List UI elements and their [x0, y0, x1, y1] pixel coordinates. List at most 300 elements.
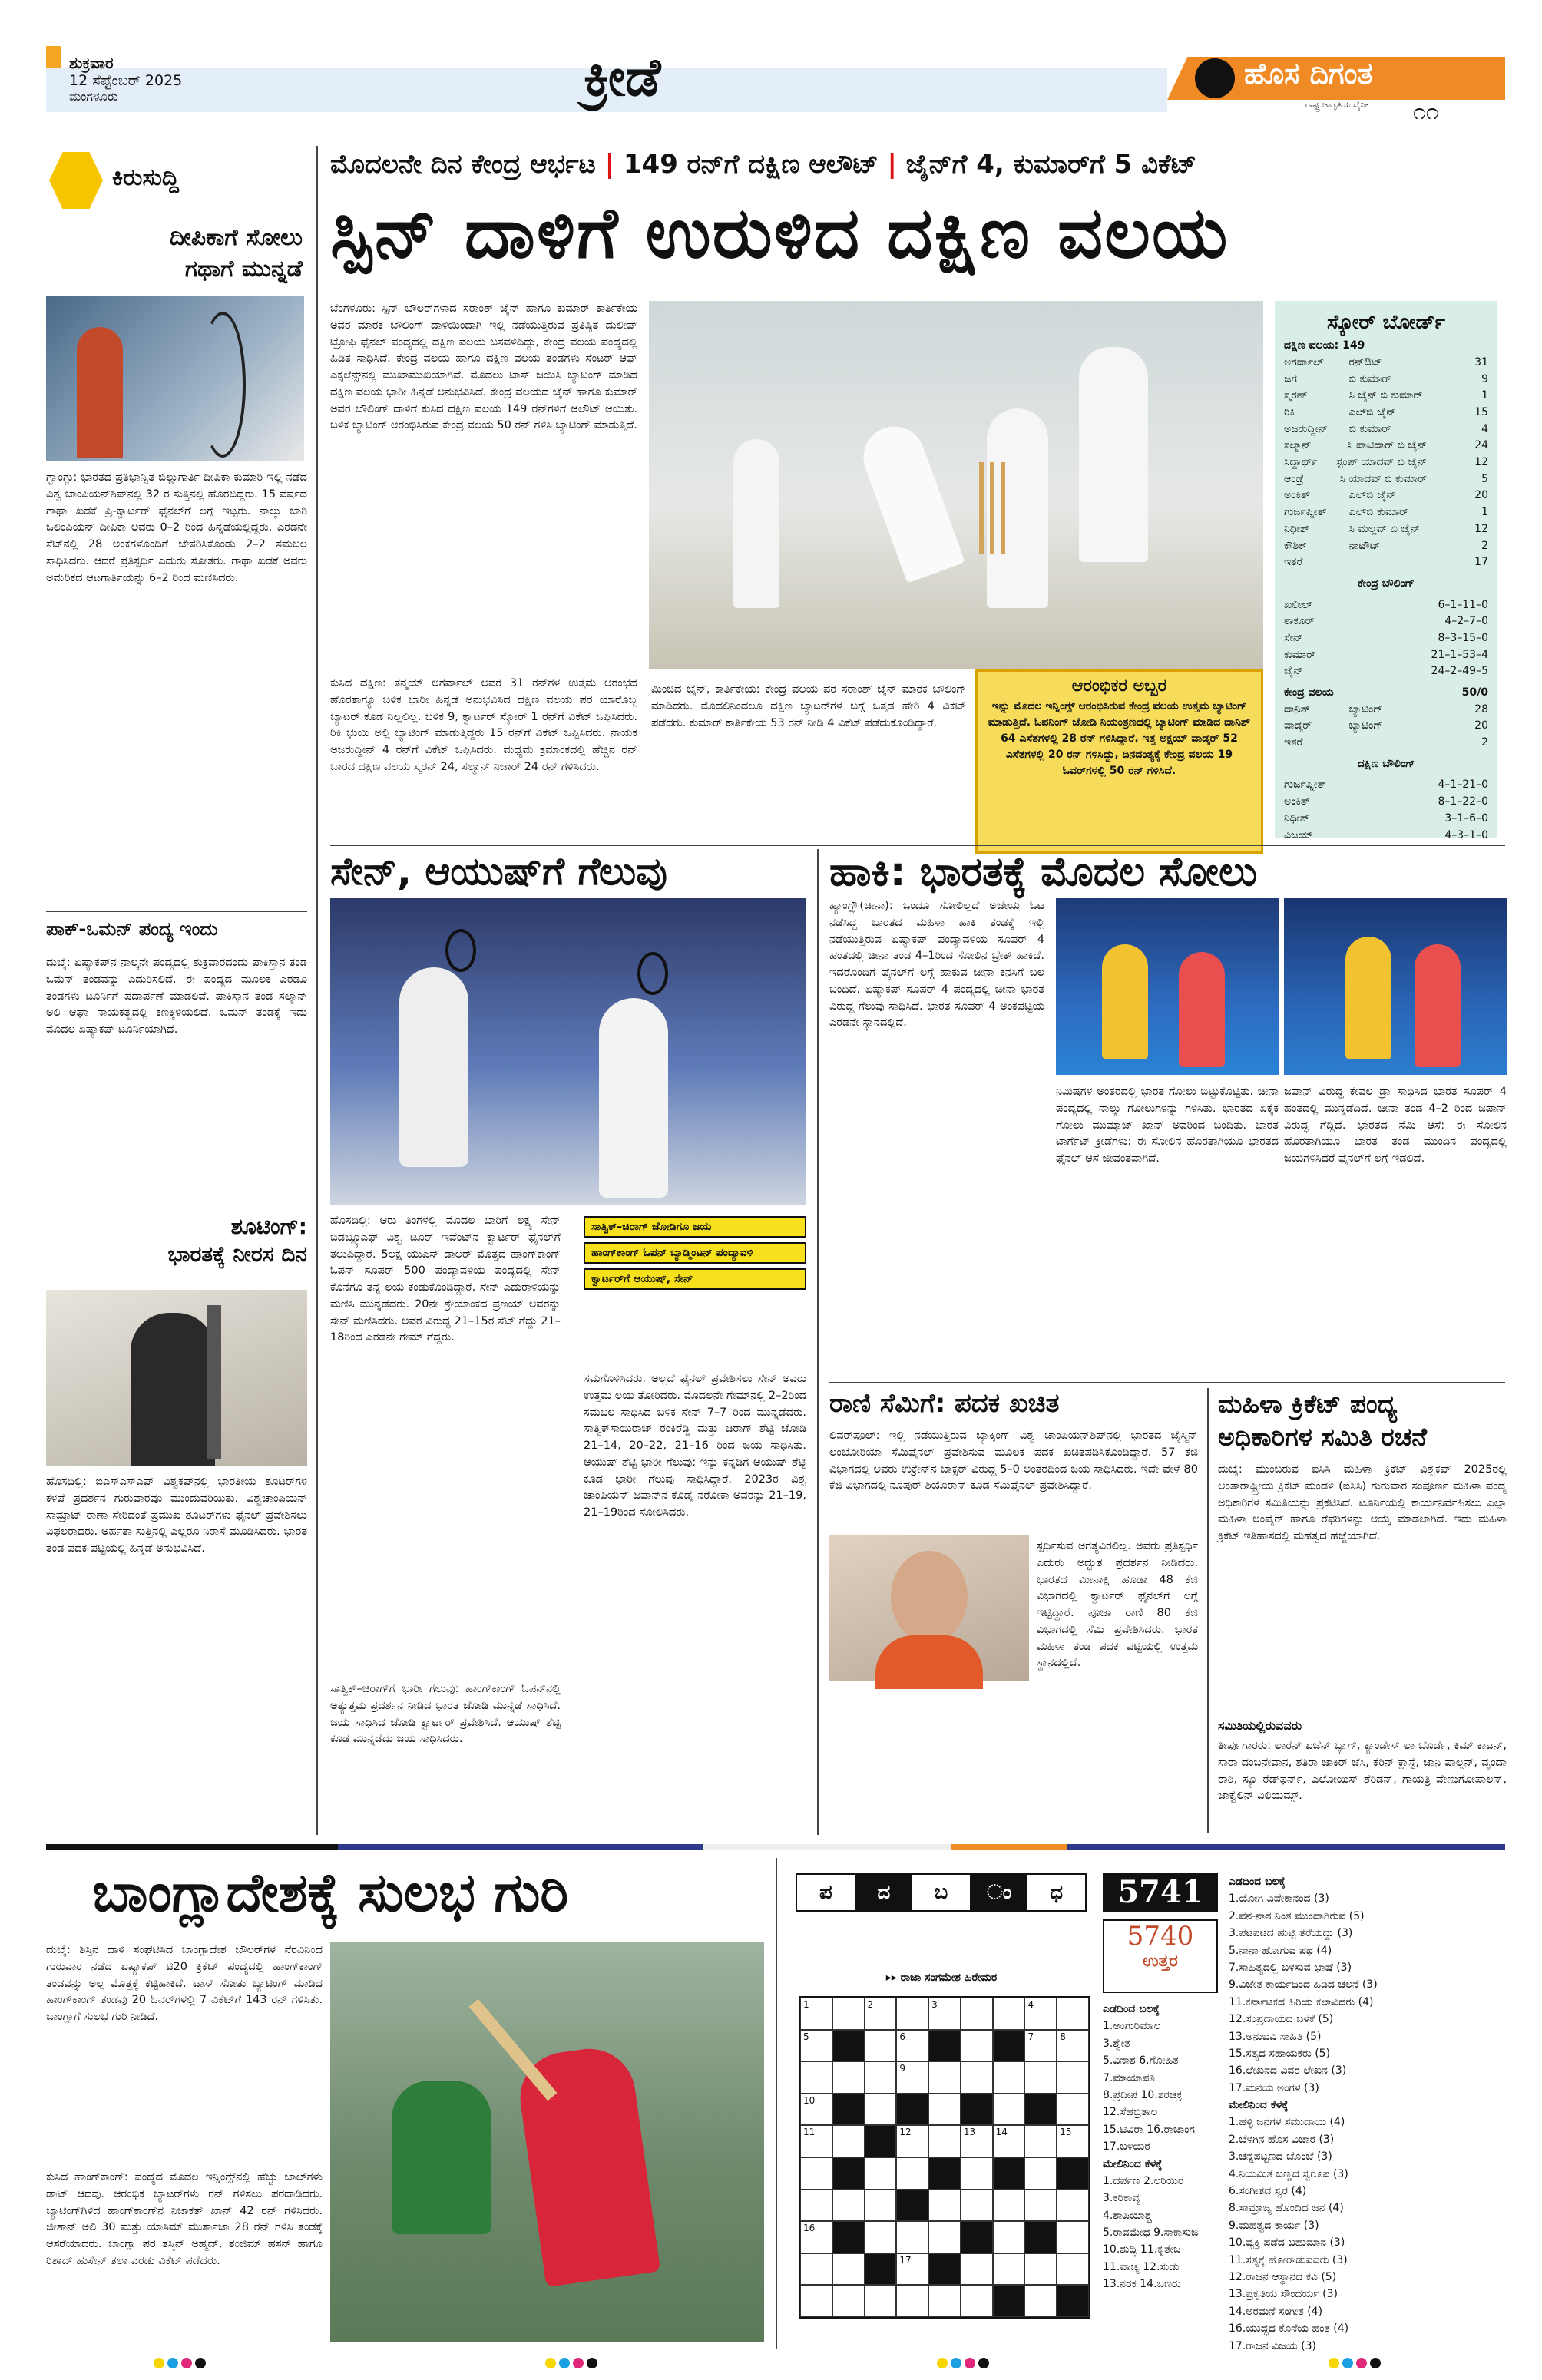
- score-cell: ಕೌಶಿಕ್: [1284, 539, 1308, 552]
- crossword-cell[interactable]: [832, 1998, 865, 2030]
- crossword-cell[interactable]: [865, 2190, 897, 2222]
- score-row: [1284, 630, 1488, 647]
- clue-item: 14.ಅರಮನೆ ಸಂಗೀತ (4): [1229, 2305, 1323, 2318]
- score-cell: 21–1–53–4: [1431, 648, 1488, 661]
- score-cell: ದಾನಿಶ್: [1284, 702, 1310, 716]
- crossword-cell[interactable]: [865, 2221, 897, 2253]
- clue-item: 15.ಸತ್ಯದ ಸಹಾಯಕರು (5): [1229, 2047, 1331, 2060]
- score-row: [1284, 811, 1488, 828]
- answer-item: 3.ಕರಿಕಾವ್ಯ: [1103, 2192, 1141, 2205]
- boxing-headline: ರಾಣಿ ಸೆಮಿಗೆ: ಪದಕ ಖಚಿತ: [829, 1388, 1060, 1419]
- bangladesh-body-2: ಕುಸಿದ ಹಾಂಗ್‌ಕಾಂಗ್: ಪಂದ್ಯದ ಮೊದಲ ಇನ್ನಿಂಗ್ಸ್‌ನಲ್ಲಿ ಹೆಚ್ಚು ಬಾಲ್‌ಗಳು ಡಾಟ್ ಆದವು. ಆರಂಭಿಕ ಬ್ಯಾಟರ್‌ಗಳು ರನ್ ಗಳಿಸಲು ಪರದಾಡಿದರು. ಬ್ಯಾಟಿಂಗ್‌ಗಿಳಿದ ಹಾಂಗ್‌ಕಾಂಗ್‌ನ ನಿಜಾಕತ್ ಖಾನ್ 42 ರನ್ ಗಳಿಸಿದರು. ಜೀಶಾನ್ ಅಲಿ 30 ಮತ್ತು ಯಾಸಿಮ್ ಮುರ್ತಾಜಾ 28 ರನ್ ಗಳಿಸಿ ತಂಡಕ್ಕೆ ಆಸರೆಯಾದರು. ಬಾಂಗ್ಲಾ ಪರ ತಸ್ಕಿನ್ ಅಹ್ಮದ್, ತಂಜಿಮ್ ಹಸನ್ ಹಾಗೂ ರಿಶಾದ್ ಹುಸೇನ್ ತಲಾ ಎರಡು ವಿಕೆಟ್ ಪಡೆದರು.: [46, 2171, 323, 2267]
- clues-down-title: ಮೇಲಿನಿಂದ ಕೆಳಕ್ಕೆ: [1229, 2099, 1289, 2112]
- score-cell: ನಿಧೀಶ್: [1284, 522, 1310, 535]
- kiru-h3b: ಭಾರತಕ್ಕೆ ನೀರಸ ದಿನ: [167, 1241, 307, 1268]
- clue-item: 12.ರಾಜನ ಆಸ್ಥಾನದ ಕವಿ (5): [1229, 2270, 1337, 2283]
- score-row: [1284, 538, 1488, 555]
- crossword-cell[interactable]: [896, 2061, 928, 2094]
- womens-body-2: ತೀರ್ಪುಗಾರರು: ಲಾರೆನ್ ಏಜೆನ್ ಬ್ಯಾಗ್, ಕ್ಯಾಂಡೇಸ್ ಲಾ ಬೊರ್ಡೆ, ಕಿಮ್ ಕಾಟನ್, ಸಾರಾ ದಂಬನೇವಾನ, ಶತಿರಾ ಜಾಕಿರ್ ಜೆಸಿ, ಕೆರಿನ್ ಕ್ಲಾಸ್ಟೆ, ಜಾನಿ ಪಾಲ್ಸನ್, ವೃಂದಾ ರಾಠಿ, ಸ್ಯೂ ರೆಡ್‌ಫರ್ನ್, ಎಲೋಯಿಸ್ ಶೆರಿಡನ್, ಗಾಯತ್ರಿ ವೇಣುಗೋಪಾಲನ್, ಜಾಕ್ವೆಲಿನ್ ವಿಲಿಯಮ್ಸ್.: [1218, 1740, 1507, 1803]
- clues-down: [1229, 2114, 1505, 2354]
- crossword-cell[interactable]: [865, 2285, 897, 2317]
- clue-item: 9.ವಿಜೇತ ಕಾರ್ಯದಿಂದ ಹಿಡಿದ ಚಲನೆ (3): [1229, 1978, 1378, 1992]
- column-divider: [1207, 1388, 1209, 1833]
- badminton-body-3: ಸಮಗೊಳಿಸಿದರು. ಅಲ್ಲದೆ ಫೈನಲ್ ಪ್ರವೇಶಿಸಲು ಸೇನ್ ಅವರು ಉತ್ತಮ ಲಯ ತೋರಿದರು. ಮೊದಲನೇ ಗೇಮ್‌ನಲ್ಲಿ 2–2ರಿಂದ ಸಮಬಲ ಸಾಧಿಸಿದ ಬಳಿಕ ಸೇನ್ 7–7 ರಿಂದ ಮುನ್ನಡೆದರು. ಸಾತ್ವಿಕ್‌ಸಾಯಿರಾಜ್ ರಂಕಿರೆಡ್ಡಿ ಮತ್ತು ಚಿರಾಗ್ ಶೆಟ್ಟಿ ಜೋಡಿ 21–14, 20–22, 21–16 ರಿಂದ ಜಯ ಸಾಧಿಸಿತು. ಆಯುಷ್ ಶೆಟ್ಟಿ ಭಾರೀ ಗೆಲುವು: ಇನ್ನು ಕನ್ನಡಿಗ ಆಯುಷ್ ಶೆಟ್ಟಿ ಕೂಡ ಭಾರೀ ಗೆಲುವು ಸಾಧಿಸಿದ್ದಾರೆ. 2023ರ ವಿಶ್ವ ಚಾಂಪಿಯನ್ ಜಪಾನ್‌ನ ಕೊಡೈ ನರೋಕಾ ಅವರನ್ನು 21–19, 21–19ರಿಂದ ಸೋಲಿಸಿದರು.: [584, 1373, 806, 1519]
- bowling-card-1: [1284, 597, 1488, 680]
- crossword-cell[interactable]: [800, 2190, 832, 2222]
- clue-item: 11.ಕರ್ನಾಟಕದ ಹಿರಿಯ ಕಲಾವಿದರು (4): [1229, 1995, 1374, 2008]
- crossword-cell[interactable]: [800, 2061, 832, 2094]
- kiru-body-2: ದುಬೈ: ಏಷ್ಯಾಕಪ್‌ನ ನಾಲ್ಕನೇ ಪಂದ್ಯದಲ್ಲಿ ಶುಕ್ರವಾರದಂದು ಪಾಕಿಸ್ತಾನ ತಂಡ ಒಮನ್ ತಂಡವನ್ನು ಎದುರಿಸಲಿದೆ. ಈ ಪಂದ್ಯದ ಮೂಲಕ ಎರಡೂ ತಂಡಗಳು ಟೂರ್ನಿಗೆ ಪದಾರ್ಪಣೆ ಮಾಡಲಿವೆ. ಪಾಕಿಸ್ತಾನ ತಂಡ ಸಲ್ಮಾನ್ ಅಲಿ ಆಘಾ ನಾಯಕತ್ವದಲ್ಲಿ ಕಣಕ್ಕಿಳಿಯಲಿದೆ. ಒಮನ್ ತಂಡಕ್ಕೆ ಇದು ಮೊದಲ ಏಷ್ಯಾಕಪ್ ಟೂರ್ನಿಯಾಗಿದೆ.: [46, 957, 307, 1036]
- answer-item: 15.ಟಿವಿರಾ 16.ರಾಜಾಂಗ: [1103, 2123, 1195, 2136]
- team2-row: [1284, 685, 1488, 702]
- score-row: [1284, 405, 1488, 421]
- score-cell: ಗುರ್ಜಪ್ನೀತ್: [1284, 506, 1327, 519]
- stumps-icon: [979, 462, 1005, 554]
- crossword-cell[interactable]: [1024, 1998, 1057, 2030]
- prev-label: ಉತ್ತರ: [1143, 1952, 1178, 1971]
- crossword-cell[interactable]: [896, 2221, 928, 2253]
- boxing-body-1: ಲಿವರ್‌ಪೂಲ್: ಇಲ್ಲಿ ನಡೆಯುತ್ತಿರುವ ಬ್ಯಾಕ್ಸಿಂಗ್ ವಿಶ್ವ ಚಾಂಪಿಯನ್‌ಶಿಪ್‌ನಲ್ಲಿ ಭಾರತದ ಜೈಸ್ಮಿನ್ ಲಂಬೋರಿಯಾ ಸೆಮಿಫೈನಲ್ ಪ್ರವೇಶಿಸುವ ಮೂಲಕ ಪದಕ ಖಚಿತಪಡಿಸಿಕೊಂಡಿದ್ದಾರೆ. 57 ಕೆಜಿ ವಿಭಾಗದಲ್ಲಿ ಅವರು ಉಕ್ರೇನ್‌ನ ಬಾಕ್ಸರ್ ವಿರುದ್ಧ 5–0 ಅಂತರದಿಂದ ಜಯ ಸಾಧಿಸಿದರು. ಇದೇ ವೇಳೆ 80 ಕೆಜಿ ವಿಭಾಗದಲ್ಲಿ ನೂಪುರ್ ಶಿಯೊರಾನ್ ಕೂಡ ಸೆಮಿಫೈನಲ್ ಪ್ರವೇಶಿಸಿದ್ದಾರೆ.: [829, 1430, 1198, 1492]
- score-cell: 8–3–15–0: [1438, 631, 1488, 644]
- hockey-body-1: ಹ್ಯಾಂಗ್ಝೌ(ಚೀನಾ): ಒಂದೂ ಸೋಲಿಲ್ಲದೆ ಅಜೇಯ ಓಟ ನಡೆಸಿದ್ದ ಭಾರತದ ಮಹಿಳಾ ಹಾಕಿ ತಂಡಕ್ಕೆ ಇಲ್ಲಿ ನಡೆಯುತ್ತಿರುವ ಏಷ್ಯಾಕಪ್ ಪಂದ್ಯಾವಳಿಯ ಸೂಪರ್ 4 ಹಂತದಲ್ಲಿ ಚೀನಾ ತಂಡ 4–1ರಿಂದ ಸೋಲಿನ ಬ್ರೇಕ್ ಹಾಕಿದೆ. ಇದರೊಂದಿಗೆ ಫೈನಲ್‌ಗೆ ಲಗ್ಗೆ ಹಾಕುವ ಚೀನಾ ಕನಸಿಗೆ ಬಲ ಬಂದಿದೆ. ಏಷ್ಯಾಕಪ್ ಸೂಪರ್ 4 ಪಂದ್ಯದಲ್ಲಿ ಚೀನಾ ಭಾರತ ವಿರುದ್ಧ ಗೆಲುವು ಸಾಧಿಸಿದೆ. ಭಾರತ ಸೂಪರ್ 4 ಅಂಕಪಟ್ಟಿಯ ಎರಡನೇ ಸ್ಥಾನದಲ್ಲಿದೆ.: [829, 900, 1044, 1030]
- crossword-cell[interactable]: [928, 2094, 961, 2126]
- hockey-body-3: ಜಪಾನ್ ವಿರುದ್ಧ ಕೇವಲ ಡ್ರಾ ಸಾಧಿಸಿದ ಭಾರತ ಸೂಪರ್ 4 ಹಂತದಲ್ಲಿ ಮುನ್ನಡೆದಿದೆ. ಚೀನಾ ತಂಡ 4–2 ರಿಂದ ಜಪಾನ್ ವಿರುದ್ಧ ಗೆದ್ದಿದೆ. ಭಾರತದ ಸೆಮಿ ಆಸೆ: ಈ ಸೋಲಿನ ಹೊರತಾಗಿಯೂ ಭಾರತ ತಂಡ ಮುಂದಿನ ಪಂದ್ಯದಲ್ಲಿ ಜಯಗಳಿಸಿದರೆ ಫೈನಲ್‌ಗೆ ಲಗ್ಗೆ ಇಡಲಿದೆ.: [1284, 1086, 1507, 1165]
- answer-item: 12.ಸೆಹಬ್ರಿತಾಲ: [1103, 2106, 1158, 2119]
- boxer-photo: [829, 1535, 1029, 1681]
- cell-number: 2: [867, 1999, 874, 2010]
- hockey-player: [1179, 952, 1225, 1067]
- crossword-block: [961, 2094, 993, 2126]
- hockey-photo-1: [1056, 898, 1279, 1075]
- crossword-cell[interactable]: [993, 2221, 1025, 2253]
- crossword-cell[interactable]: [832, 2061, 865, 2094]
- openers-box-body: ಇನ್ನು ಮೊದಲ ಇನ್ನಿಂಗ್ಸ್ ಆರಂಭಿಸಿರುವ ಕೇಂದ್ರ ವಲಯ ಉತ್ತಮ ಬ್ಯಾಟಿಂಗ್ ಮಾಡುತ್ತಿದೆ. ಓಪನಿಂಗ್ ಜೋಡಿ ನಿಯಂತ್ರಣದಲ್ಲಿ ಬ್ಯಾಟಿಂಗ್ ಮಾಡಿದ ದಾನಿಶ್ 64 ಎಸೆತಗಳಲ್ಲಿ 28 ರನ್ ಗಳಿಸಿದ್ದಾರೆ. ಇತ್ತ ಅಕ್ಷಯ್ ವಾಡ್ಕರ್ 52 ಎಸೆತಗಳಲ್ಲಿ 20 ರನ್ ಗಳಿಸಿದ್ದು, ದಿನದಂತ್ಯಕ್ಕೆ ಕೇಂದ್ರ ವಲಯ 19 ಓವರ್‌ಗಳಲ್ಲಿ 50 ರನ್ ಗಳಿಸಿದೆ.: [988, 700, 1251, 777]
- clue-item: 2.ವನ-ನಾಶ ನಿಂತ ಮುಂದಾಗಿರುವ (5): [1229, 1909, 1365, 1922]
- crossword-block: [993, 2157, 1025, 2190]
- crossword-block: [865, 2125, 897, 2157]
- crossword-cell[interactable]: [800, 2253, 832, 2286]
- crossword-cell[interactable]: [993, 2190, 1025, 2222]
- lead-body-3: ಮಿಂಚಿದ ಜೈನ್, ಕಾರ್ತಿಕೇಯ: ಕೇಂದ್ರ ವಲಯ ಪರ ಸರಾಂಶ್ ಜೈನ್ ಮಾರಕ ಬೌಲಿಂಗ್ ಮಾಡಿದರು. ಮೊದಲಿನಿಂದಲೂ ದಕ್ಷಿಣ ಬ್ಯಾಟರ್‌ಗಳ ಬಗ್ಗೆ ಒತ್ತಡ ಹೇರಿ 4 ವಿಕೆಟ್ ಪಡೆದರು. ಕುಮಾರ್ ಕಾರ್ತಿಕೇಯ 53 ರನ್ ನೀಡಿ 4 ವಿಕೆಟ್ ಪಡೆದುಕೊಂಡಿದ್ದಾರೆ.: [651, 683, 966, 729]
- crossword-cell[interactable]: [961, 2253, 993, 2286]
- finger-icon: [49, 152, 103, 209]
- crossword-title: [796, 1873, 1087, 1912]
- cell-number: 10: [803, 2094, 816, 2106]
- score-cell: 4–2–7–0: [1444, 615, 1488, 628]
- scoreboard-title: ಸ್ಕೋರ್ ಬೋರ್ಡ್: [1327, 311, 1445, 334]
- crossword-cell[interactable]: [1024, 2253, 1057, 2286]
- crossword-grid[interactable]: [799, 1996, 1090, 2319]
- crossword-cell[interactable]: [1057, 2125, 1089, 2157]
- crossword-author: [796, 1972, 1087, 1984]
- crossword-cell[interactable]: [1057, 1998, 1089, 2030]
- crossword-cell[interactable]: [993, 2125, 1025, 2157]
- kicker-2: 149 ರನ್‌ಗೆ ದಕ್ಷಿಣ ಆಲೌಟ್: [623, 149, 879, 180]
- kiru-h1: ದೀಪಿಕಾಗೆ ಸೋಲು: [169, 224, 303, 251]
- score-cell: ಠಾಕೂರ್: [1284, 615, 1315, 628]
- answer-item: 13.ನರಕ 14.ಬಣರು: [1103, 2278, 1181, 2291]
- cell-number: 14: [995, 2127, 1008, 2138]
- score-cell: 12: [1474, 456, 1488, 469]
- clue-item: 3.ಪಟಪಟದ ಹುಟ್ಟಿ ತೆರೆಯದ್ದು (3): [1229, 1927, 1353, 1940]
- openers-box: [975, 669, 1263, 854]
- kiru-badge: [49, 152, 310, 209]
- crossword-cell[interactable]: [1024, 2030, 1057, 2062]
- crossword-cell[interactable]: [800, 1998, 832, 2030]
- crossword-block: [961, 2221, 993, 2253]
- answer-item: 7.ಮಾಯಾಪತಿ: [1103, 2071, 1155, 2084]
- crossword-cell[interactable]: [896, 2157, 928, 2190]
- score-cell: ಅಂಕಿತ್: [1284, 489, 1310, 502]
- score-row: [1284, 828, 1488, 845]
- score-cell: ವಾಡ್ಕರ್: [1284, 719, 1312, 732]
- clue-item: 12.ಸಂಪ್ರದಾಯದ ಬಳಕೆ (5): [1229, 2013, 1334, 2026]
- score-cell: ಸಿ ಮಲ್ಲವ್ ಬಿ ಜೈನ್: [1348, 522, 1420, 535]
- score-row: [1284, 421, 1488, 438]
- cell-number: 15: [1060, 2127, 1072, 2138]
- crossword-cell[interactable]: [961, 2125, 993, 2157]
- crossword-cell[interactable]: [800, 2094, 832, 2126]
- clues-across: [1229, 1890, 1505, 2097]
- fielder-4: [1079, 347, 1148, 562]
- score-row: [1284, 777, 1488, 794]
- player-2: [599, 998, 668, 1198]
- section-title: ಕ್ರೀಡೆ: [584, 48, 661, 108]
- score-row: [1284, 597, 1488, 614]
- answer-item: 3.ಶ್ವೇತ: [1103, 2037, 1130, 2050]
- answer-item: 1.ದರ್ಪಣ 2.ಲರಿಯಿರ: [1103, 2174, 1184, 2187]
- crossword-cell[interactable]: [993, 2094, 1025, 2126]
- crossword-cell[interactable]: [800, 2221, 832, 2253]
- crossword-block: [865, 2253, 897, 2286]
- highlight-box-3: ಕ್ವಾರ್ಟರ್‌ಗೆ ಆಯುಷ್, ಸೇನ್: [584, 1268, 806, 1290]
- score-cell: ಅಜರುದ್ದೀನ್: [1284, 422, 1329, 435]
- lead-body-1: ಬೆಂಗಳೂರು: ಸ್ಪಿನ್ ಬೌಲರ್‌ಗಳಾದ ಸರಾಂಶ್ ಜೈನ್ ಹಾಗೂ ಕುಮಾರ್ ಕಾರ್ತಿಕೇಯ ಅವರ ಮಾರಕ ಬೌಲಿಂಗ್ ದಾಳಿಯಿಂದಾಗಿ ಇಲ್ಲಿ ನಡೆಯುತ್ತಿರುವ ಪ್ರತಿಷ್ಠಿತ ದುಲೀಪ್ ಟ್ರೋಫಿ ಫೈನಲ್ ಪಂದ್ಯದಲ್ಲಿ ದಕ್ಷಿಣ ವಲಯ ಬಸವಳಿದಿದ್ದು, ಕೇಂದ್ರ ವಲಯ ಪಂದ್ಯದಲ್ಲಿ ಹಿಡಿತ ಸಾಧಿಸಿದೆ. ಕೇಂದ್ರ ವಲಯ ಹಾಗೂ ದಕ್ಷಿಣ ವಲಯ ತಂಡಗಳು ಸೆಂಟರ್ ಆಫ್ ಎಕ್ಸಲೆನ್ಸ್‌ನಲ್ಲಿ ಮುಖಾಮುಖಿಯಾಗಿವೆ. ಮೊದಲು ಟಾಸ್ ಜಯಿಸಿ ಬ್ಯಾಟಿಂಗ್ ಮಾಡಿದ ದಕ್ಷಿಣ ವಲಯ ಭಾರೀ ಹಿನ್ನಡೆ ಅನುಭವಿಸಿದೆ. ಕೇಂದ್ರ ವಲಯದ ಜೈನ್ ಹಾಗೂ ಕುಮಾರ್ ಅವರ ಬೌಲಿಂಗ್ ದಾಳಿಗೆ ಕುಸಿದ ದಕ್ಷಿಣ ವಲಯ 149 ರನ್‌ಗಳಿಗೆ ಆಲೌಟ್ ಆಯಿತು. ಬಳಿಕ ಬ್ಯಾಟಿಂಗ್ ಆರಂಭಿಸಿರುವ ಕೇಂದ್ರ ವಲಯ 50 ರನ್ ಗಳಿಸಿ ಬ್ಯಾಟಿಂಗ್ ಮಾಡುತ್ತಿದೆ.: [330, 302, 637, 432]
- crossword-block: [993, 2285, 1025, 2317]
- crossword-cell[interactable]: [1057, 2190, 1089, 2222]
- score-cell: ಎಲ್‌ಬಿ ಜೈನ್: [1348, 406, 1396, 419]
- header-city: ಮಂಗಳೂರು: [69, 89, 118, 104]
- score-row: [1284, 455, 1488, 471]
- crossword-cell[interactable]: [993, 1998, 1025, 2030]
- answers-down: [1103, 2173, 1226, 2293]
- shooter-photo: [46, 1290, 307, 1466]
- score-row: [1284, 702, 1488, 719]
- header-day: ಶುಕ್ರವಾರ: [69, 54, 114, 72]
- clue-item: 17.ಮನೆಯ ಅಂಗಳ (3): [1229, 2081, 1319, 2094]
- score-cell: ಸಿ ಜೈನ್ ಬಿ ಕುಮಾರ್: [1348, 389, 1423, 402]
- clue-item: 9.ಮಹತ್ವದ ಕಾರ್ಯ (3): [1229, 2219, 1319, 2232]
- bow-icon: [200, 312, 246, 458]
- score-row: [1284, 794, 1488, 811]
- crossword-author-name: ರಾಜಾ ಸಂಗಮೇಶ ಹಿರೇಮಠ: [900, 1972, 998, 1984]
- score-cell: 4: [1481, 422, 1488, 435]
- crossword-cell[interactable]: [832, 2125, 865, 2157]
- kiru-headline-3: [46, 1213, 307, 1269]
- score-cell: 5: [1481, 472, 1488, 485]
- batting-card-2: [1284, 702, 1488, 752]
- clue-item: 11.ಸತ್ಯಕ್ಕೆ ಹೋರಾಡುವವರು (3): [1229, 2253, 1348, 2266]
- score-cell: ಸಿ ಯಾದವ್ ಬಿ ಕುಮಾರ್: [1339, 472, 1427, 485]
- score-cell: 8–1–22–0: [1438, 795, 1488, 808]
- score-cell: ಬಿ ಕುಮಾರ್: [1348, 422, 1391, 435]
- score-cell: 4–1–21–0: [1438, 778, 1488, 792]
- crossword-block: [1057, 2285, 1089, 2317]
- archery-photo: [46, 296, 304, 461]
- badminton-photo: [330, 898, 806, 1205]
- crossword-number: 5741: [1103, 1873, 1218, 1912]
- crossword-cell[interactable]: [961, 2030, 993, 2062]
- fielder-1: [733, 439, 779, 608]
- crossword-cell[interactable]: [865, 2061, 897, 2094]
- score-row: [1284, 355, 1488, 372]
- womens-body-1: ದುಬೈ: ಮುಂಬರುವ ಐಸಿಸಿ ಮಹಿಳಾ ಕ್ರಿಕೆಟ್ ವಿಶ್ವಕಪ್ 2025ರಲ್ಲಿ ಅಂತಾರಾಷ್ಟ್ರೀಯ ಕ್ರಿಕೆಟ್ ಮಂಡಳಿ (ಐಸಿಸಿ) ಗುರುವಾರ ಸಂಪೂರ್ಣ ಮಹಿಳಾ ಪಂದ್ಯ ಅಧಿಕಾರಿಗಳ ಸಮಿತಿಯನ್ನು ಪ್ರಕಟಿಸಿದೆ. ಟೂರ್ನಿಯಲ್ಲಿ ಕಾರ್ಯನಿರ್ವಹಿಸಲು ಎಲ್ಲಾ ಮಹಿಳಾ ಅಂಪೈರ್ ಹಾಗೂ ರೆಫರಿಗಳನ್ನು ಆಯ್ಕೆ ಮಾಡಲಾಗಿದೆ. ಇದು ಮಹಿಳಾ ಕ್ರಿಕೆಟ್ ಇತಿಹಾಸದಲ್ಲಿ ಮಹತ್ವದ ಹೆಜ್ಜೆಯಾಗಿದೆ.: [1218, 1463, 1507, 1542]
- badminton-headline: ಸೇನ್, ಆಯುಷ್‌ಗೆ ಗೆಲುವು: [330, 849, 667, 894]
- crossword-cell[interactable]: [800, 2285, 832, 2317]
- score-cell: 3–1–6–0: [1444, 812, 1488, 825]
- crossword-cell[interactable]: [865, 1998, 897, 2030]
- cell-number: 1: [803, 1999, 809, 2010]
- score-cell: ಅಗರ್ವಾಲ್: [1284, 355, 1324, 369]
- clue-item: 16.ಲೇಖನದ ವಿವರ ಲೇಖನ (3): [1229, 2064, 1347, 2078]
- crossword-cell[interactable]: [993, 2253, 1025, 2286]
- dateline: [69, 54, 182, 104]
- kiru-headline-2: ಪಾಕ್-ಒಮನ್ ಪಂದ್ಯ ಇಂದು: [46, 918, 218, 940]
- cell-number: 5: [803, 2031, 809, 2042]
- score-cell: ಬ್ಯಾಟಿಂಗ್: [1348, 719, 1383, 732]
- crossword-cell[interactable]: [865, 2030, 897, 2062]
- shooter-figure: [131, 1313, 215, 1466]
- cell-number: 12: [899, 2127, 912, 2138]
- highlight-box-1: ಸಾತ್ವಿಕ್–ಚಿರಾಗ್ ಜೋಡಿಗೂ ಜಯ: [584, 1216, 806, 1238]
- column-divider: [776, 1858, 777, 2349]
- crossword-block: [1024, 2221, 1057, 2253]
- crossword-block: [832, 2157, 865, 2190]
- prev-number: 5740: [1127, 1921, 1194, 1952]
- score-cell: [1349, 554, 1427, 571]
- crossword-block: [1057, 2157, 1089, 2190]
- boxing-body-2: ಸ್ಪರ್ಧಿಸುವ ಅಗತ್ಯವಿರಲಿಲ್ಲ. ಅವರು ಪ್ರತಿಸ್ಪರ್ಧಿ ಎದುರು ಅದ್ಭುತ ಪ್ರದರ್ಶನ ನೀಡಿದರು. ಭಾರತದ ಮೀನಾಕ್ಷಿ ಹೂಡಾ 48 ಕೆಜಿ ವಿಭಾಗದಲ್ಲಿ ಕ್ವಾರ್ಟರ್ ಫೈನಲ್‌ಗೆ ಲಗ್ಗೆ ಇಟ್ಟಿದ್ದಾರೆ. ಪೂಜಾ ರಾಣಿ 80 ಕೆಜಿ ವಿಭಾಗದಲ್ಲಿ ಸೆಮಿ ಪ್ರವೇಶಿಸಿದರು. ಭಾರತ ಮಹಿಳಾ ತಂಡ ಪದಕ ಪಟ್ಟಿಯಲ್ಲಿ ಉತ್ತಮ ಸ್ಥಾನದಲ್ಲಿದೆ.: [1037, 1540, 1198, 1670]
- clue-item: 7.ಸಾಹಿತ್ಯದಲ್ಲಿ ಬಳಸುವ ಭಾಷೆ (3): [1229, 1961, 1352, 1974]
- crossword-cell[interactable]: [896, 2253, 928, 2286]
- crossword-block: [928, 2030, 961, 2062]
- column-divider: [817, 849, 819, 1835]
- cell-number: 16: [803, 2223, 816, 2234]
- score-cell: ಕುಮಾರ್: [1284, 648, 1315, 661]
- crossword-cell[interactable]: [832, 2190, 865, 2222]
- crossword-cell[interactable]: [1057, 2061, 1089, 2094]
- crossword-block: [832, 2030, 865, 2062]
- masthead: [1167, 46, 1505, 123]
- crossword-title-letter: ಪ: [797, 1875, 855, 1910]
- kicker-3: ಜೈನ್‌ಗೆ 4, ಕುಮಾರ್‌ಗೆ 5 ವಿಕೆಟ್: [905, 149, 1197, 180]
- score-cell: ಸ್ಮರಣ್: [1284, 389, 1308, 402]
- cell-number: 9: [899, 2063, 905, 2074]
- crossword-cell[interactable]: [961, 2157, 993, 2190]
- score-cell: 1: [1481, 506, 1488, 519]
- crossword-cell[interactable]: [896, 2125, 928, 2157]
- crossword-cell[interactable]: [1057, 2094, 1089, 2126]
- womens-headline-1: ಮಹಿಳಾ ಕ್ರಿಕೆಟ್ ಪಂದ್ಯ: [1218, 1389, 1398, 1419]
- crossword-cell[interactable]: [896, 1998, 928, 2030]
- answer-item: 11.ವಾಚ್ಯ 12.ಸುಡು: [1103, 2260, 1180, 2273]
- score-cell: 2: [1481, 539, 1488, 552]
- womens-headline: [1218, 1388, 1507, 1454]
- crossword-block: [928, 2253, 961, 2286]
- clues-across-title: ಎಡದಿಂದ ಬಲಕ್ಕೆ: [1229, 1876, 1286, 1888]
- clue-item: 13.ಅನುಭವಿ ಸಾಹಿತಿ (5): [1229, 2030, 1322, 2043]
- crossword-cell[interactable]: [800, 2157, 832, 2190]
- kiru-label: ಕಿರುಸುದ್ದಿ: [112, 164, 180, 191]
- crossword-cell[interactable]: [1057, 2221, 1089, 2253]
- score-cell: ಎಲ್‌ಬಿ ಕುಮಾರ್: [1348, 506, 1408, 519]
- crossword-cell[interactable]: [1024, 2285, 1057, 2317]
- crossword-cell[interactable]: [993, 2061, 1025, 2094]
- cricket-celebration-photo: [649, 301, 1263, 669]
- crossword-title-letter: ದ: [855, 1875, 913, 1910]
- score-row: [1284, 521, 1488, 538]
- score-row: [1284, 488, 1488, 504]
- clue-item: 8.ಸಾಮ್ರಾಜ್ಯ ಹೊಂದಿದ ಜನ (4): [1229, 2202, 1344, 2215]
- crossword-cell[interactable]: [1024, 2061, 1057, 2094]
- logo-icon: [1195, 58, 1235, 98]
- crossword-cell[interactable]: [928, 2190, 961, 2222]
- score-cell: ಇತರೆ: [1284, 556, 1303, 569]
- kiru-h1b: ಗಥಾಗೆ ಮುನ್ನಡೆ: [184, 255, 303, 283]
- boxer-body: [875, 1635, 983, 1689]
- crossword-cell[interactable]: [928, 2061, 961, 2094]
- clue-item: 13.ಪ್ರಕೃತಿಯ ಸೌಂದರ್ಯ (3): [1229, 2288, 1338, 2301]
- score-cell: 1: [1481, 389, 1488, 402]
- score-cell: 4–3–1–0: [1444, 828, 1488, 841]
- hockey-player: [1345, 937, 1391, 1059]
- score-cell: ಬಿ ಕುಮಾರ್: [1348, 372, 1391, 385]
- cell-number: 8: [1060, 2031, 1066, 2042]
- crossword-cell[interactable]: [1024, 2190, 1057, 2222]
- score-cell: ರಿಕಿ: [1284, 406, 1295, 419]
- bangladesh-headline: ಬಾಂಗ್ಲಾದೇಶಕ್ಕೆ ಸುಲಭ ಗುರಿ: [92, 1861, 569, 1924]
- lead-body-2: ಕುಸಿದ ದಕ್ಷಿಣ: ತನ್ಮಯ್ ಅಗರ್ವಾಲ್ ಅವರ 31 ರನ್‌ಗಳ ಉತ್ತಮ ಆರಂಭದ ಹೊರತಾಗ್ಯೂ ಬಳಿಕ ಭಾರೀ ಹಿನ್ನಡೆ ಅನುಭವಿಸಿದ ದಕ್ಷಿಣ ವಲಯ ಪರ ಯಾರೊಬ್ಬ ಬ್ಯಾಟರ್ ಕೂಡ ನಿಲ್ಲಲಿಲ್ಲ. ಬಳಿಕ 9, ಕ್ವಾರ್ಟರ್ ಸ್ಕೋರ್ 1 ರನ್‌ಗೆ ವಿಕೆಟ್ ಒಪ್ಪಿಸಿದರು. ರಿಕಿ ಭುಯಿ ಅಲ್ಲಿ ಬ್ಯಾಟಿಂಗ್ ಮಾಡುತ್ತಿದ್ದರು 15 ರನ್‌ಗೆ ವಿಕೆಟ್ ಒಪ್ಪಿಸಿದರು. ನಾಯಕ ಅಜರುದ್ದೀನ್ 4 ರನ್‌ಗೆ ವಿಕೆಟ್ ಒಪ್ಪಿಸಿದರು. ಮಧ್ಯಮ ಕ್ರಮಾಂಕದಲ್ಲಿ ಹೆಚ್ಚಿನ ರನ್ ಬಾರದ ದಕ್ಷಿಣ ವಲಯ ಸ್ಮರನ್ 24, ಸಲ್ಮಾನ್ ನಿಜಾರ್ 24 ರನ್ ಗಳಿಸಿದರು.: [330, 677, 637, 773]
- crossword-cell[interactable]: [1057, 2253, 1089, 2286]
- answer-item: 4.ಶಾಪಿಯಾಶ್ಚ: [1103, 2209, 1152, 2222]
- clue-item: 1.ಹಳ್ಳಿ ಜನಗಳ ಸಮುದಾಯ (4): [1229, 2116, 1345, 2129]
- divider: [330, 845, 1505, 846]
- crossword-block: [1024, 2094, 1057, 2126]
- page-number: ೧೧: [1413, 98, 1439, 125]
- section-strip: [46, 1844, 1505, 1850]
- score-cell: ಎಲ್‌ಬಿ ಜೈನ್: [1348, 489, 1396, 502]
- answer-item: 1.ಅಂಗುರಿಮಾಲ: [1103, 2020, 1161, 2033]
- score-row: [1284, 663, 1488, 680]
- crossword-cell[interactable]: [896, 2285, 928, 2317]
- registration-dots: [154, 2357, 209, 2372]
- hockey-player: [1102, 944, 1148, 1059]
- hockey-photo-2: [1284, 898, 1507, 1075]
- lead-kicker: ಮೊದಲನೇ ದಿನ ಕೇಂದ್ರ ಆರ್ಭಟ | 149 ರನ್‌ಗೆ ದಕ್ಷಿಣ ಆಲೌಟ್ | ಜೈನ್‌ಗೆ 4, ಕುಮಾರ್‌ಗೆ 5 ವಿಕೆಟ್: [330, 149, 1197, 180]
- team1-score: ದಕ್ಷಿಣ ವಲಯ: 149: [1284, 339, 1365, 352]
- score-cell: 17: [1474, 556, 1488, 569]
- score-cell: [1349, 735, 1427, 752]
- score-cell: ಖಲೀಲ್: [1284, 598, 1312, 611]
- crossword-cell[interactable]: [961, 2061, 993, 2094]
- crossword-cell[interactable]: [928, 2125, 961, 2157]
- batting-card-1: [1284, 355, 1488, 571]
- bat-icon: [468, 1999, 557, 2101]
- score-row: [1284, 735, 1488, 752]
- crossword-cell[interactable]: [1024, 2157, 1057, 2190]
- crossword-title-letter: ಂ: [971, 1875, 1028, 1910]
- answer-item: 17.ಬಳಿಯರ: [1103, 2140, 1150, 2154]
- crossword-cell[interactable]: [961, 1998, 993, 2030]
- crossword-cell[interactable]: [928, 2285, 961, 2317]
- fielder-2: [855, 418, 965, 583]
- score-row: [1284, 388, 1488, 405]
- score-row: [1284, 554, 1488, 571]
- badminton-body-2: ಸಾತ್ವಿಕ್–ಚಿರಾಗ್‌ಗೆ ಭಾರೀ ಗೆಲುವು: ಹಾಂಗ್‌ಕಾಂಗ್ ಓಪನ್‌ನಲ್ಲಿ ಅತ್ಯುತ್ತಮ ಪ್ರದರ್ಶನ ನೀಡಿದ ಭಾರತ ಜೋಡಿ ಮುನ್ನಡೆ ಸಾಧಿಸಿದೆ. ಜಯ ಸಾಧಿಸಿದ ಜೋಡಿ ಕ್ವಾರ್ಟರ್ ಪ್ರವೇಶಿಸಿದೆ. ಆಯುಷ್ ಶೆಟ್ಟಿ ಕೂಡ ಮುನ್ನಡೆದು ಜಯ ಸಾಧಿಸಿದರು.: [330, 1683, 561, 1746]
- crossword-cell[interactable]: [928, 1998, 961, 2030]
- team2-name: ಕೇಂದ್ರ ವಲಯ: [1284, 686, 1334, 699]
- answers-across: [1103, 2018, 1226, 2155]
- score-row: [1284, 504, 1488, 521]
- hockey-headline: ಹಾಕಿ: ಭಾರತಕ್ಕೆ ಮೊದಲ ಸೋಲು: [829, 849, 1258, 895]
- score-cell: 28: [1474, 702, 1488, 716]
- score-cell: 20: [1474, 719, 1488, 732]
- crossword-cell[interactable]: [1057, 2030, 1089, 2062]
- cell-number: 6: [899, 2031, 905, 2042]
- crossword-cell[interactable]: [961, 2285, 993, 2317]
- column-divider: [316, 146, 318, 1835]
- keeper-figure: [392, 2081, 491, 2234]
- crossword-cell[interactable]: [865, 2094, 897, 2126]
- crossword-cell[interactable]: [865, 2157, 897, 2190]
- crossword-title-letter: ಧ: [1027, 1875, 1086, 1910]
- crossword-cell[interactable]: [896, 2030, 928, 2062]
- boxer-face: [891, 1551, 968, 1643]
- score-cell: ನಿಧೀಶ್: [1284, 812, 1310, 825]
- score-cell: 31: [1474, 355, 1488, 369]
- bangladesh-body-1: ದುಬೈ: ಶಿಸ್ತಿನ ದಾಳಿ ಸಂಘಟಿಸಿದ ಬಾಂಗ್ಲಾದೇಶ ಬೌಲರ್‌ಗಳ ನೆರವಿನಿಂದ ಗುರುವಾರ ನಡೆದ ಏಷ್ಯಾಕಪ್ ಟಿ20 ಕ್ರಿಕೆಟ್ ಪಂದ್ಯದಲ್ಲಿ ಹಾಂಗ್‌ಕಾಂಗ್ ತಂಡವನ್ನು ಅಲ್ಪ ಮೊತ್ತಕ್ಕೆ ಕಟ್ಟಿಹಾಕಿದೆ. ಟಾಸ್ ಸೋತು ಬ್ಯಾಟಿಂಗ್ ಮಾಡಿದ ಹಾಂಗ್‌ಕಾಂಗ್ ತಂಡವು 20 ಓವರ್‌ಗಳಲ್ಲಿ 7 ವಿಕೆಟ್‌ಗೆ 143 ರನ್ ಗಳಿಸಿತು. ಬಾಂಗ್ಲಾಗೆ ಸುಲಭ ಗುರಿ ನೀಡಿದೆ.: [46, 1944, 323, 2023]
- score-row: [1284, 438, 1488, 455]
- score-cell: ಸೇನ್: [1284, 631, 1303, 644]
- player-1: [399, 967, 468, 1167]
- crossword-cell[interactable]: [928, 2221, 961, 2253]
- answer-across-title: ಎಡದಿಂದ ಬಲಕ್ಕೆ: [1103, 2003, 1160, 2015]
- score-cell: 24: [1474, 439, 1488, 452]
- scoreboard: [1275, 301, 1497, 841]
- paper-name: ಹೊಸ ದಿಗಂತ: [1244, 57, 1373, 91]
- score-row: [1284, 718, 1488, 735]
- crossword-cell[interactable]: [961, 2190, 993, 2222]
- clue-item: 5.ನಾನಾ ಹೋಗುವ ಪಥ (4): [1229, 1944, 1332, 1957]
- crossword-cell[interactable]: [800, 2030, 832, 2062]
- clue-item: 2.ಬೆಳಗಿನ ಹೊಸ ವಿಚಾರ (3): [1229, 2133, 1335, 2146]
- score-row: [1284, 372, 1488, 388]
- cell-number: 13: [963, 2127, 976, 2138]
- crossword-cell[interactable]: [800, 2125, 832, 2157]
- badminton-highlights: [584, 1216, 806, 1290]
- crossword-cell[interactable]: [832, 2285, 865, 2317]
- answer-item: 5.ರಾವಮೇಧ 9.ಸಾಕಾಸುಜಿ: [1103, 2226, 1199, 2240]
- answer-down-title: ಮೇಲಿನಿಂದ ಕೆಳಕ್ಕೆ: [1103, 2157, 1163, 2170]
- crossword-cell[interactable]: [1024, 2125, 1057, 2157]
- clue-list: [1229, 1873, 1505, 2352]
- score-cell: ನಾಟೌಟ್: [1348, 539, 1381, 552]
- bowl1-title: ಕೇಂದ್ರ ಬೌಲಿಂಗ್: [1358, 577, 1415, 590]
- crossword-cell[interactable]: [832, 2253, 865, 2286]
- kicker-1: ಮೊದಲನೇ ದಿನ ಕೇಂದ್ರ ಆರ್ಭಟ: [330, 149, 596, 180]
- score-cell: ಸಿದ್ದಾರ್ಥ್: [1284, 456, 1318, 469]
- rifle-icon: [207, 1305, 221, 1459]
